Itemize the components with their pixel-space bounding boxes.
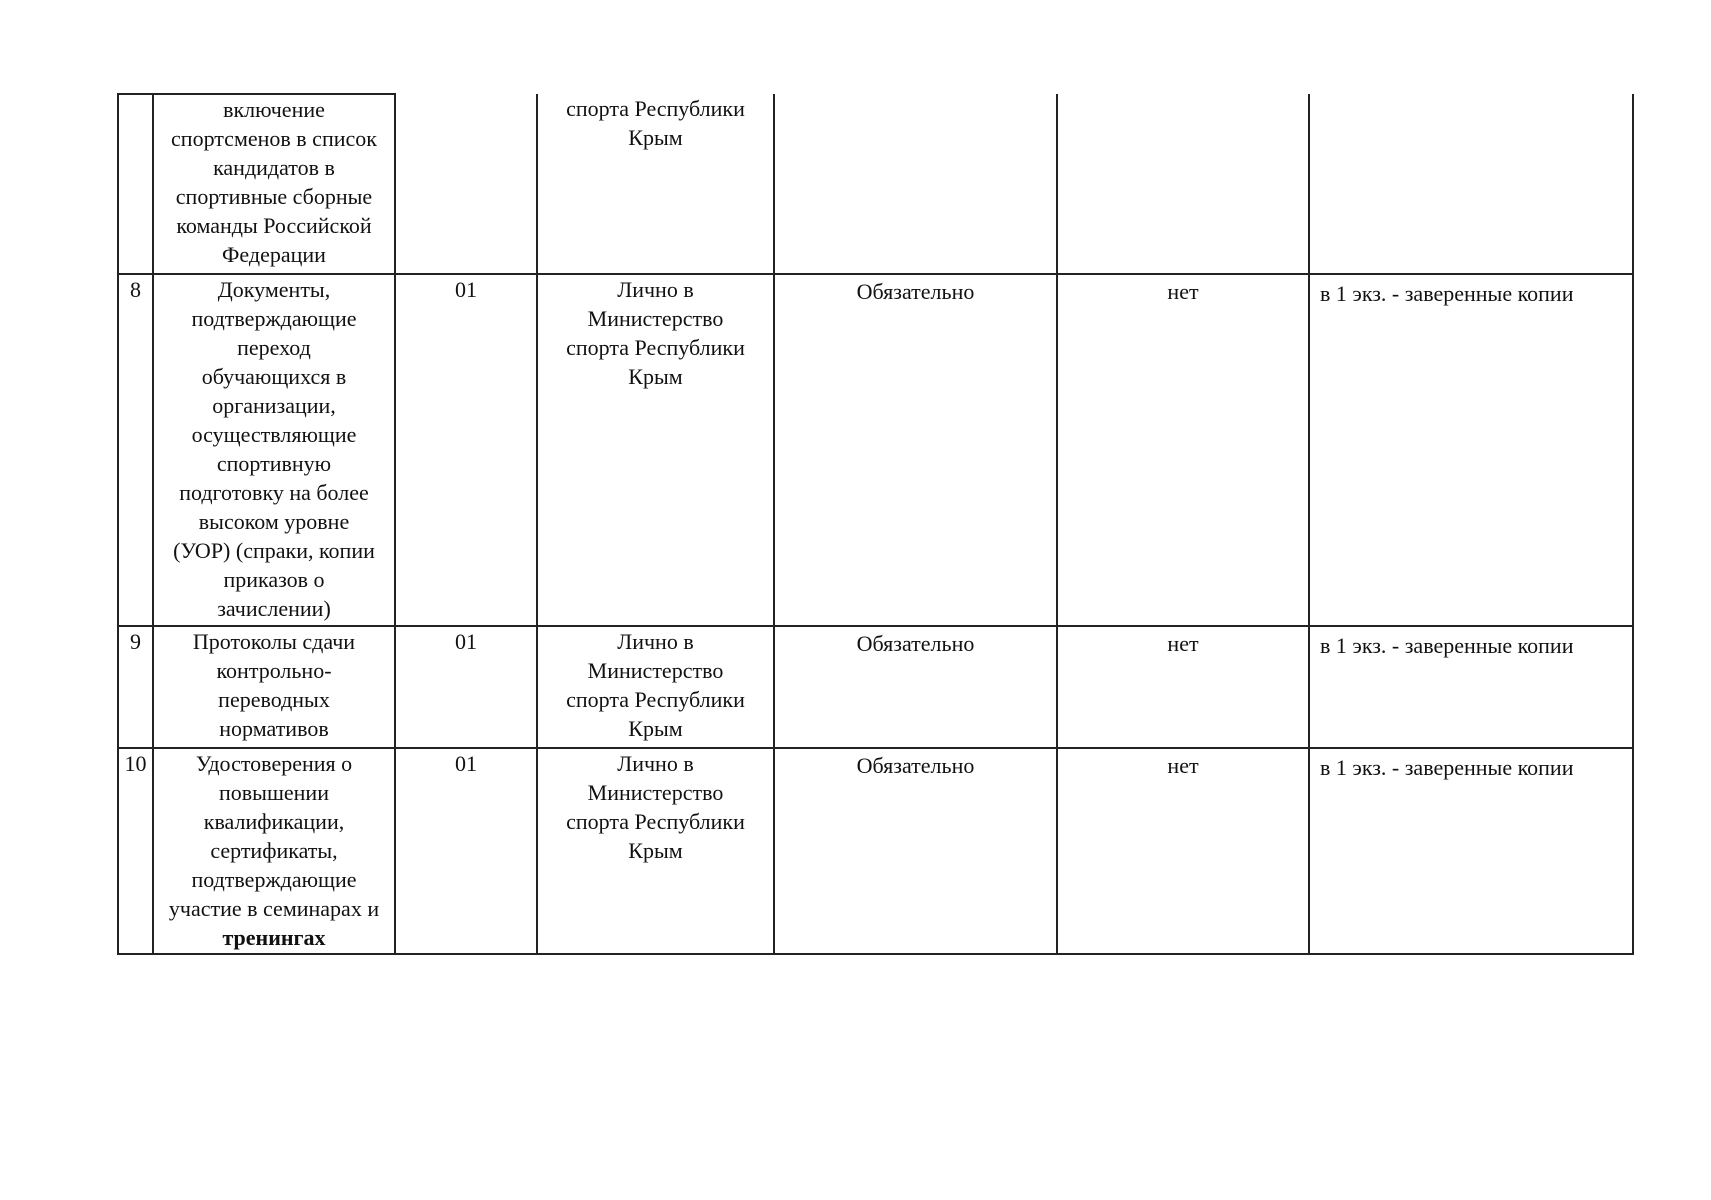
cell-document-name	[153, 748, 395, 954]
cell-document-name	[153, 274, 395, 626]
cell-note: в 1 экз. - заверенные копии	[1309, 626, 1633, 748]
document-name-line: приказов о	[223, 567, 325, 592]
cell-count: 01	[395, 748, 537, 954]
submission-method-line: Крым	[628, 838, 683, 863]
cell-document-name	[153, 626, 395, 748]
submission-method-line: Министерство	[587, 306, 724, 331]
row-number: 8	[130, 277, 141, 302]
document-name-line: нормативов	[219, 716, 329, 741]
submission-method-line: Министерство	[587, 658, 724, 683]
document-name-line: включение	[223, 97, 325, 122]
submission-method-line: Лично в	[617, 277, 694, 302]
cell-obligation	[774, 94, 1057, 274]
cell-count: 01	[395, 626, 537, 748]
document-name-line: высоком уровне	[198, 509, 350, 534]
cell-count: 01	[395, 274, 537, 626]
cell-submission-method	[537, 274, 774, 626]
submission-method-line: спорта Республики	[566, 335, 745, 360]
submission-method-line: спорта Республики	[566, 687, 745, 712]
document-name-line: переводных	[218, 687, 330, 712]
cell-obligation: Обязательно	[774, 274, 1057, 626]
document-name-line: зачислении)	[217, 596, 331, 621]
document-name-line: сертификаты,	[210, 838, 338, 863]
cell-obligation: Обязательно	[774, 626, 1057, 748]
cell-submission-method	[537, 626, 774, 748]
document-name-line: Протоколы сдачи	[192, 629, 356, 654]
table-row	[118, 626, 1633, 748]
document-name-line: команды Российской	[176, 213, 372, 238]
document-name-line: Удостоверения о	[195, 751, 353, 776]
submission-method-line: Крым	[628, 716, 683, 741]
document-name-line: подтверждающие	[191, 306, 357, 331]
submission-method-line: спорта Республики	[566, 809, 745, 834]
document-name-line: подтверждающие	[191, 867, 357, 892]
document-name-line: подготовку на более	[179, 480, 369, 505]
row-number: 9	[130, 629, 141, 654]
cell-number	[118, 748, 153, 954]
document-name-line: контрольно-	[216, 658, 332, 683]
document-name-line: квалификации,	[203, 809, 345, 834]
table-row	[118, 274, 1633, 626]
submission-method-line: Лично в	[617, 629, 694, 654]
cell-fee	[1057, 94, 1309, 274]
document-name-line: Документы,	[217, 277, 331, 302]
cell-submission-method	[537, 748, 774, 954]
cell-fee: нет	[1057, 274, 1309, 626]
cell-note	[1309, 94, 1633, 274]
cell-document-name	[153, 94, 395, 274]
document-name-line: обучающихся в	[201, 364, 347, 389]
submission-method-line: Крым	[628, 125, 683, 150]
cell-note: в 1 экз. - заверенные копии	[1309, 748, 1633, 954]
document-name-line: спортсменов в список	[171, 126, 377, 151]
cell-obligation: Обязательно	[774, 748, 1057, 954]
documents-table	[117, 93, 1634, 955]
document-name-line: кандидатов в	[213, 155, 335, 180]
cell-note: в 1 экз. - заверенные копии	[1309, 274, 1633, 626]
cell-number	[118, 274, 153, 626]
table-row	[118, 748, 1633, 954]
row-number: 10	[124, 751, 147, 776]
document-name-line: спортивную	[216, 451, 332, 476]
document-name-line: осуществляющие	[191, 422, 357, 447]
document-name-line: повышении	[219, 780, 329, 805]
submission-method-line: Министерство	[587, 780, 724, 805]
document-name-line: организации,	[212, 393, 336, 418]
document-name-line: переход	[237, 335, 311, 360]
document-name-line: Федерации	[222, 242, 326, 267]
cell-number	[118, 94, 153, 274]
submission-method-line: спорта Республики	[566, 96, 745, 121]
submission-method-line: Крым	[628, 364, 683, 389]
document-name-line: (УОР) (спраки, копии	[173, 538, 375, 563]
submission-method-line: Лично в	[617, 751, 694, 776]
table-row-continuation	[118, 94, 1633, 274]
cell-number	[118, 626, 153, 748]
cell-submission-method	[537, 94, 774, 274]
document-name-line: спортивные сборные	[175, 184, 373, 209]
document-name-line: участие в семинарах и	[168, 896, 380, 921]
document-name-line: тренингах	[222, 925, 326, 950]
cell-fee: нет	[1057, 626, 1309, 748]
cell-fee: нет	[1057, 748, 1309, 954]
cell-count	[395, 94, 537, 274]
